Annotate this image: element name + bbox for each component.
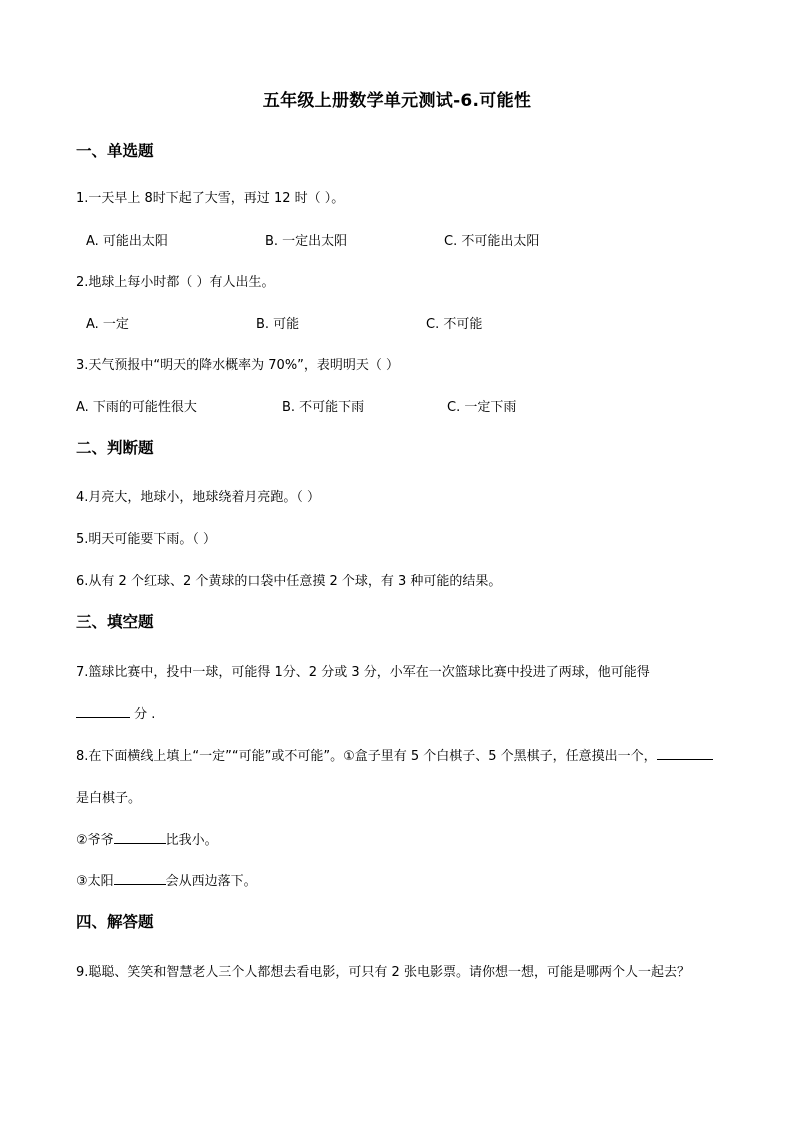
question-8-sub-3-suffix: 会从西边落下。 — [165, 874, 257, 889]
question-4-text: 4.月亮大，地球小，地球绕着月亮跑。（ ） — [76, 490, 321, 505]
question-3-option-a: A. 下雨的可能性很大 — [76, 400, 197, 415]
section-heading-solution: 四、解答题 — [76, 913, 154, 931]
answer-blank[interactable] — [76, 705, 130, 718]
question-2-option-b: B. 可能 — [256, 317, 300, 332]
question-7-suffix: 分 . — [134, 707, 156, 722]
question-8-sub-3-prefix: ③太阳 — [76, 874, 114, 889]
section-heading-true-false: 二、判断题 — [76, 439, 154, 457]
question-7-line-1: 7.篮球比赛中，投中一球，可能得 1分、2 分或 3 分，小军在一次篮球比赛中投进了两球，他可能得 — [76, 665, 650, 680]
question-6-text: 6.从有 2 个红球、2 个黄球的口袋中任意摸 2 个球，有 3 种可能的结果。 — [76, 574, 502, 589]
question-3-option-c: C. 一定下雨 — [447, 400, 517, 415]
question-7-line-2 — [76, 703, 155, 722]
question-8-line-2: 是白棋子。 — [76, 791, 142, 806]
question-2-option-c: C. 不可能 — [426, 317, 483, 332]
question-1-option-c: C. 不可能出太阳 — [444, 234, 540, 249]
question-1-option-a: A. 可能出太阳 — [86, 234, 168, 249]
question-2-option-a: A. 一定 — [86, 317, 129, 332]
answer-blank[interactable] — [114, 872, 166, 885]
section-heading-single-choice: 一、单选题 — [76, 142, 154, 160]
question-1-text: 1.一天早上 8时下起了大雪，再过 12 时（ ）。 — [76, 191, 345, 206]
question-9-text: 9.聪聪、笑笑和智慧老人三个人都想去看电影，可只有 2 张电影票。请你想一想，可能是哪两个人一起去？ — [76, 965, 690, 980]
question-5-text: 5.明天可能要下雨。（ ） — [76, 532, 217, 547]
answer-blank[interactable] — [114, 831, 166, 844]
page-title: 五年级上册数学单元测试-6.可能性 — [262, 91, 532, 111]
question-8-sub-2 — [76, 829, 218, 848]
question-3-text: 3.天气预报中“明天的降水概率为 70%”，表明明天（ ） — [76, 358, 400, 373]
question-2-text: 2.地球上每小时都（ ）有人出生。 — [76, 275, 275, 290]
question-8-sub-2-prefix: ②爷爷 — [76, 833, 114, 848]
question-8-text: 8.在下面横线上填上“一定”“可能”或不可能”。①盒子里有 5 个白棋子、5 个黑棋子，任意摸出一个， — [76, 749, 657, 764]
question-8-sub-2-suffix: 比我小。 — [165, 833, 218, 848]
question-3-option-b: B. 不可能下雨 — [282, 400, 365, 415]
question-1-option-b: B. 一定出太阳 — [265, 234, 348, 249]
answer-blank[interactable] — [657, 747, 713, 760]
question-8-sub-3 — [76, 870, 257, 889]
section-heading-fill-blank: 三、填空题 — [76, 613, 154, 631]
question-8-line-1 — [76, 745, 713, 764]
